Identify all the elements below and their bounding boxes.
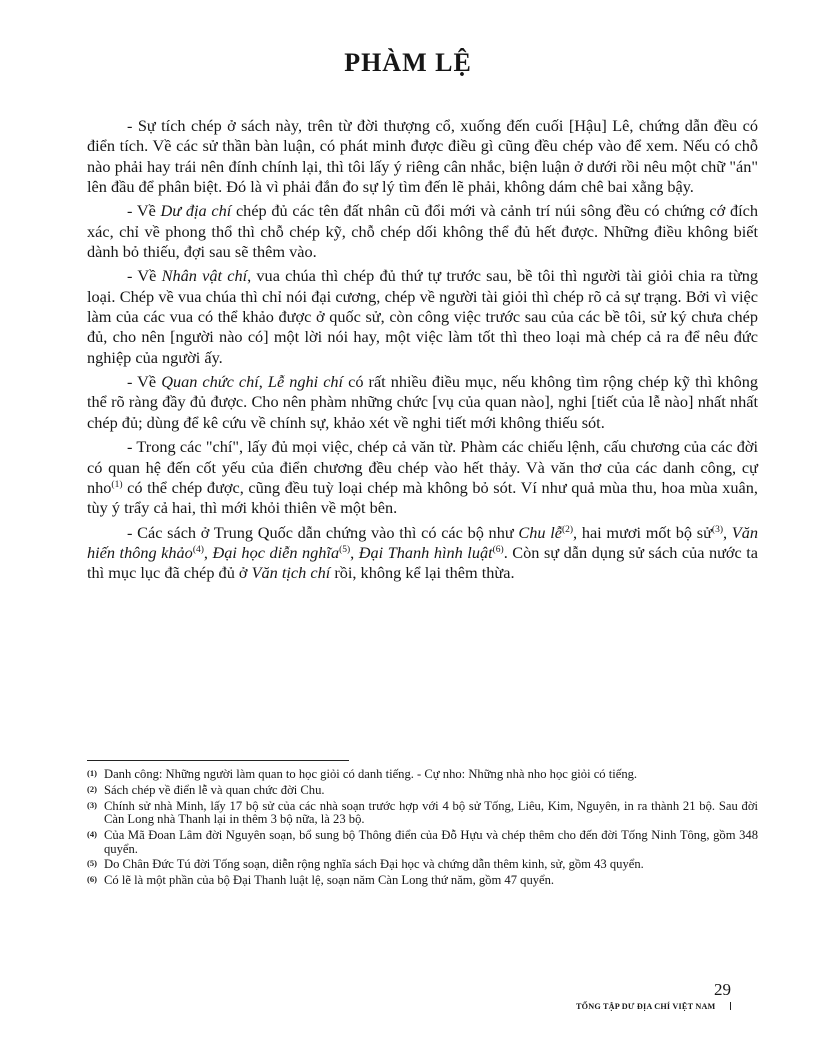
paragraph-text: , bbox=[203, 542, 213, 562]
paragraph-text: , bbox=[350, 542, 359, 562]
book-title: Đại học diễn nghĩa bbox=[212, 542, 340, 562]
footnote-mark: (6) bbox=[87, 874, 97, 885]
footnote-ref: (2) bbox=[561, 524, 574, 535]
paragraph-text: - Về bbox=[127, 372, 162, 392]
paragraph-text: - Về bbox=[127, 201, 161, 221]
footnote-5 bbox=[87, 858, 758, 872]
paragraph-text: , hai mươi mốt bộ sử bbox=[573, 522, 712, 542]
paragraph-text: rồi, không kể lại thêm thừa. bbox=[330, 563, 515, 583]
footnote-mark: (2) bbox=[87, 783, 97, 794]
footnote-ref: (4) bbox=[192, 544, 204, 555]
paragraph-4 bbox=[87, 372, 758, 433]
footnote-ref: (1) bbox=[111, 479, 123, 490]
footnote-text: Sách chép về điển lễ và quan chức đời Chu. bbox=[104, 782, 325, 797]
footnote-mark: (4) bbox=[87, 828, 97, 839]
footnote-text: Của Mã Đoan Lâm đời Nguyên soạn, bổ sung bộ Thông điển của Đỗ Hựu và chép thêm cho đến đời Tống Ninh Tông, gồm 348 quyển. bbox=[104, 827, 758, 856]
book-title: Nhân vật chí bbox=[161, 266, 248, 286]
footnote-ref: (6) bbox=[492, 544, 504, 555]
footnote-text: Danh công: Những người làm quan to học giỏi có danh tiếng. - Cự nho: Những nhà nho học giỏi có tiếng. bbox=[104, 767, 638, 781]
book-title: Dư địa chí bbox=[160, 201, 232, 221]
book-title: Văn tịch chí bbox=[251, 563, 331, 583]
footnote-4 bbox=[87, 829, 758, 856]
footer-bar bbox=[730, 1002, 732, 1010]
paragraph-text: chép đủ các tên đất nhân cũ đổi mới và cảnh trí núi sông đều có chứng cớ đích xác, chỉ về phong thổ thì chỗ chép kỹ, chỗ chép dối không thể đủ hết được. Những điều không biết dành bỏ thiếu, đợi sau sẽ thêm vào. bbox=[87, 201, 758, 261]
footnote-1 bbox=[87, 768, 758, 782]
page-title: PHÀM LỆ bbox=[344, 48, 472, 77]
book-title: Đại Thanh hình luật bbox=[358, 542, 493, 562]
paragraph-text: , bbox=[722, 522, 732, 542]
paragraph-text: - Về bbox=[127, 266, 162, 286]
book-title: Quan chức chí bbox=[161, 372, 259, 392]
footnote-ref: (5) bbox=[339, 544, 351, 555]
paragraph-text: - Trong các "chí", lấy đủ mọi việc, chép cả văn từ. Phàm các chiếu lệnh, cấu chương của các đời có quan hệ đến cốt yếu của điển chương đều chép vào hết thảy. Và văn thơ của các danh công, cự nho bbox=[87, 437, 758, 497]
paragraph-text: . Còn sự dẫn dụng sử sách của nước ta thì mục lục đã chép đủ ở bbox=[87, 542, 759, 583]
paragraph-2 bbox=[87, 201, 758, 262]
paragraph-text: , bbox=[258, 372, 268, 392]
paragraph-3 bbox=[87, 266, 758, 367]
page-number: 29 bbox=[714, 980, 731, 999]
running-footer-text: TỔNG TẬP DƯ ĐỊA CHÍ VIỆT NAM bbox=[575, 1002, 716, 1011]
footnote-mark: (5) bbox=[87, 858, 97, 869]
footnote-ref: (3) bbox=[711, 524, 723, 535]
footnote-text: Do Chân Đức Tú đời Tống soạn, diễn rộng nghĩa sách Đại học và chứng dẫn thêm kinh, sử, gồm 43 quyển. bbox=[104, 857, 644, 872]
footnote-text: Có lẽ là một phần của bộ Đại Thanh luật lệ, soạn năm Càn Long thứ năm, gồm 47 quyển. bbox=[104, 873, 555, 888]
paragraph-1: - Sự tích chép ở sách này, trên từ đời thượng cổ, xuống đến cuối [Hậu] Lê, chứng dẫn đều có điển tích. Về các sử thần bàn luận, có phát minh được điều gì cũng đều chép vào để xem. Nếu có chỗ nào phải hay trái nên đính chính lại, thì tôi lấy ý riêng cân nhắc, biện luận ở dưới rồi nêu một chữ "án" lên đầu để phân biệt. Đó là vì phải đắn đo sự lý tìm đến lẽ phải, không dám chê bai xằng bậy. bbox=[87, 116, 758, 196]
paragraph-text: - Các sách ở Trung Quốc dẫn chứng vào thì có các bộ như bbox=[127, 522, 519, 542]
book-title: Lễ nghi chí bbox=[267, 372, 344, 392]
book-title: Văn hiến thông khảo bbox=[87, 522, 758, 562]
footnote-divider bbox=[87, 760, 349, 761]
footnote-6 bbox=[87, 874, 758, 888]
paragraph-6 bbox=[87, 523, 758, 584]
footnotes bbox=[87, 768, 758, 890]
footnote-3 bbox=[87, 800, 758, 827]
footnote-text: Chính sử nhà Minh, lấy 17 bộ sử của các nhà soạn trước hợp với 4 bộ sử Tống, Liêu, Kim, Nguyên, in ra thành 21 bộ. Sau đời Càn Long nhà Thanh lại in thêm 3 bộ nữa, là 23 bộ. bbox=[104, 798, 758, 827]
footnote-mark: (1) bbox=[87, 768, 97, 778]
running-footer bbox=[576, 1002, 731, 1011]
paragraph-5 bbox=[87, 437, 758, 518]
footnote-2 bbox=[87, 784, 758, 798]
paragraph-text: có thể chép được, cũng đều tuỳ loại chép mà không bỏ sót. Ví như quả mùa thu, hoa mùa xuân, tùy ý trẩy cả hai, thì mới khỏi thiên về một bên. bbox=[87, 477, 758, 518]
paragraph-text: có rất nhiều điều mục, nếu không tìm rộng chép kỹ thì không thể rõ ràng đầy đủ được. Cho nên phàm những chức [vụ của quan nào], nghi [tiết của lễ nào] nhất nhất chép đủ; dùng để kê cứu về chính sự, khảo xét về nghi tiết mới không thiếu sót. bbox=[87, 372, 759, 432]
footnote-mark: (3) bbox=[87, 799, 97, 810]
book-title: Chu lễ bbox=[518, 522, 562, 542]
paragraph-text: , vua chúa thì chép đủ thứ tự trước sau, bề tôi thì người tài giỏi chia ra từng loại. Chép về vua chúa thì chỉ nói đại cương, chép về người tài giỏi thì chép rõ cả sự trạng. Bởi vì việc làm của các vua có thể khảo được ở quốc sử, còn công việc trước sau của các bề tôi, sử ký chưa chép đủ, cho nên [người nào có] một lời nói hay, một việc làm tốt thì theo loại mà chép cả ra để nêu đức nghiệp của người ấy. bbox=[87, 266, 758, 367]
body-text bbox=[87, 116, 758, 588]
